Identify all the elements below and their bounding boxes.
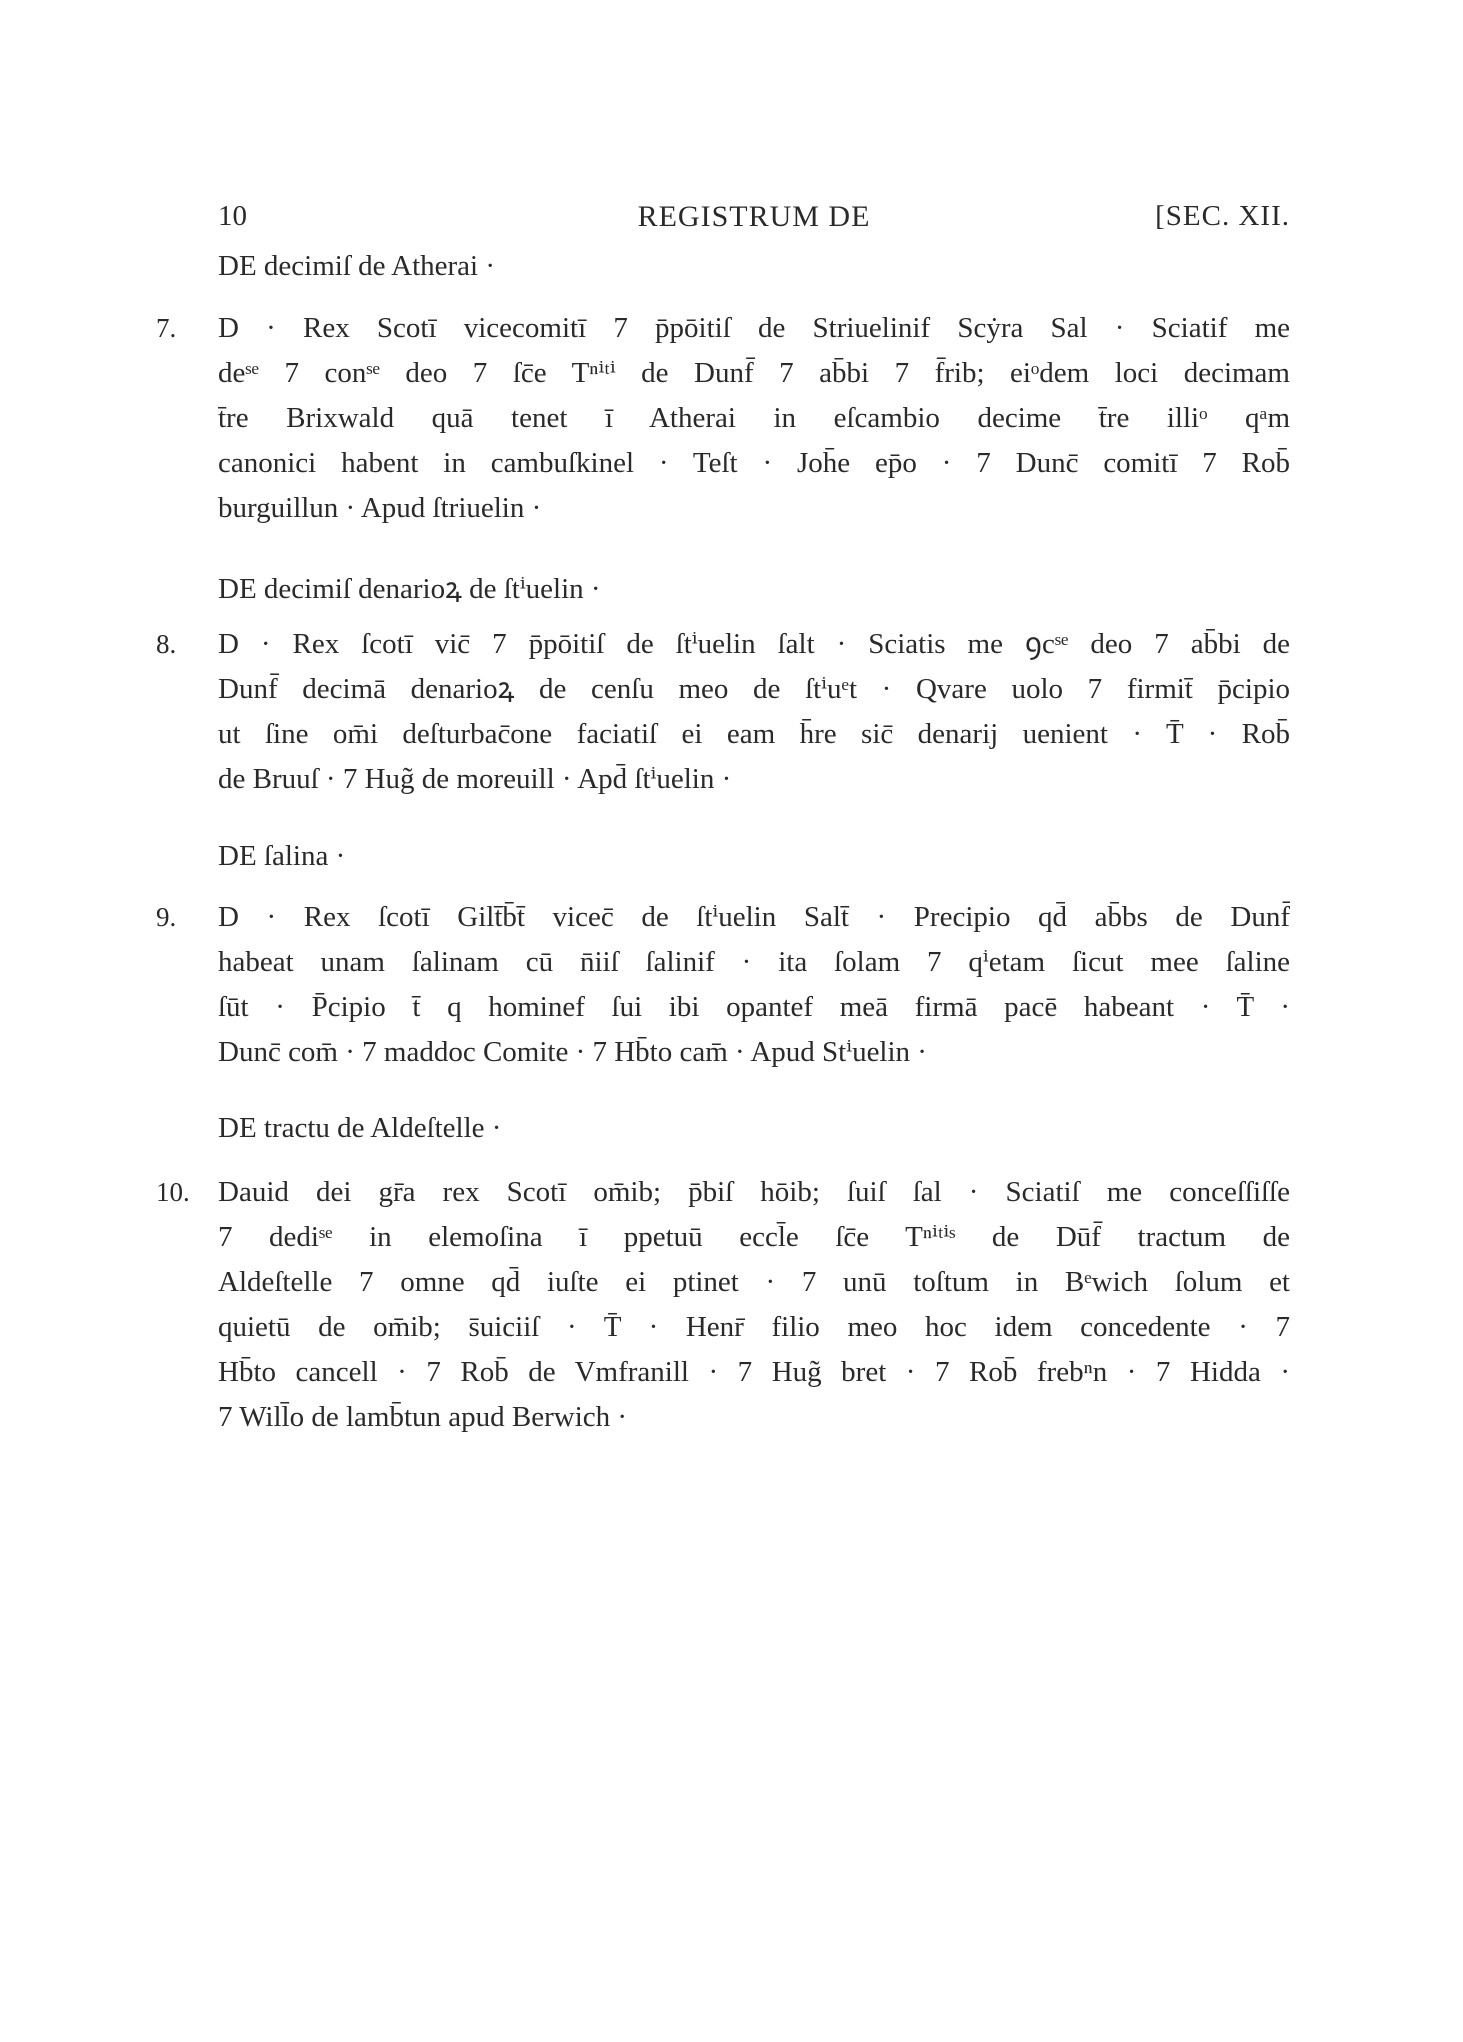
charter-line: canonici habent in cambuſkinel · Teſt · Joh̄e ep̄o · 7 Dunc̄ comitī 7 Rob̄	[218, 447, 1290, 479]
charter-line: ut ſine om̄i deſturbac̄one faciatiſ ei eam h̄re sic̄ denarij uenient · T̄ · Rob̄	[218, 718, 1290, 750]
charter-line: Aldeſtelle 7 omne qd̄ iuſte ei ptinet · 7 unū toſtum in Bᵉwich ſolum et	[218, 1266, 1290, 1298]
charter-number: 8.	[156, 629, 177, 659]
charter-line: burguillun · Apud ſtriuelin ·	[218, 492, 542, 524]
charter-line: 7 Will̄o de lamb̄tun apud Berwich ·	[218, 1401, 628, 1433]
charter-line: Dauid dei gr̄a rex Scotī om̄ib; p̄biſ hōib; ſuiſ ſal · Sciatiſ me conceſſiſſe	[218, 1176, 1290, 1208]
charter-number: 9.	[156, 902, 177, 932]
section-reference: [SEC. XII.	[1155, 200, 1290, 232]
running-head	[218, 200, 1290, 244]
charter-line: 7 dediˢᵉ in elemoſina ī ppetuū eccl̄e ſc̄e Tⁿⁱᵗⁱˢ de Dūf̄ tractum de	[218, 1221, 1290, 1253]
charter-entry-7	[156, 306, 1290, 531]
charter-line: Hb̄to cancell · 7 Rob̄ de Vmfranill · 7 Hug̃ bret · 7 Rob̄ frebⁿn · 7 Hidda ·	[218, 1356, 1290, 1388]
page-number: 10	[218, 200, 247, 232]
rubric-entry-10: DE tractu de Aldeſtelle ·	[218, 1112, 502, 1144]
charter-entry-10	[156, 1170, 1290, 1440]
charter-line: Dunc̄ com̄ · 7 maddoc Comite · 7 Hb̄to cam̄ · Apud Stⁱuelin ·	[218, 1036, 927, 1068]
charter-number: 10.	[156, 1177, 190, 1207]
rubric-entry-9: DE ſalina ·	[218, 840, 346, 872]
charter-line: ſūt · P̄cipio t̄ q hominef ſui ibi opantef meā firmā pacē habeant · T̄ ·	[218, 991, 1290, 1023]
charter-entry-8	[156, 622, 1290, 802]
charter-line: habeat unam ſalinam cū n̄iiſ ſalinif · ita ſolam 7 qⁱetam ſicut mee ſaline	[218, 946, 1290, 978]
charter-line: D · Rex Scotī vicecomitī 7 p̄pōitiſ de Striuelinif Scẏra Sal · Sciatif me	[218, 312, 1290, 344]
charter-line: deˢᵉ 7 conˢᵉ deo 7 ſc̄e Tⁿⁱᵗⁱ de Dunf̄ 7 ab̄bi 7 f̄rib; eiᵒdem loci decimam	[218, 357, 1290, 389]
charter-line: de Bruuſ · 7 Hug̃ de moreuill · Apd̄ ſtⁱuelin ·	[218, 763, 732, 795]
charter-line: Dunf̄ decimā denarioꝝ de cenſu meo de ſtⁱuᵉt · Qvare uolo 7 firmit̄ p̄cipio	[218, 673, 1290, 705]
charter-line: t̄re Brixwald quā tenet ī Atherai in eſcambio decime t̄re illiᵒ qᵃm	[218, 402, 1290, 434]
rubric-entry-8: DE decimiſ denarioꝝ de ſtⁱuelin ·	[218, 573, 601, 605]
charter-number: 7.	[156, 313, 177, 343]
charter-line: quietū de om̄ib; s̄uiciiſ · T̄ · Henr̄ filio meo hoc idem concedente · 7	[218, 1311, 1290, 1343]
charter-line: D · Rex ſcotī vic̄ 7 p̄pōitiſ de ſtⁱuelin ſalt · Sciatis me ꝯcˢᵉ deo 7 ab̄bi de	[218, 628, 1290, 660]
rubric-entry-7: DE decimiſ de Atherai ·	[218, 250, 496, 282]
charter-line: D · Rex ſcotī Gilt̄b̄t̄ vicec̄ de ſtⁱuelin Salt̄ · Precipio qd̄ ab̄bs de Dunf̄	[218, 901, 1290, 933]
charter-entry-9	[156, 895, 1290, 1075]
running-title: REGISTRUM DE	[637, 200, 871, 233]
